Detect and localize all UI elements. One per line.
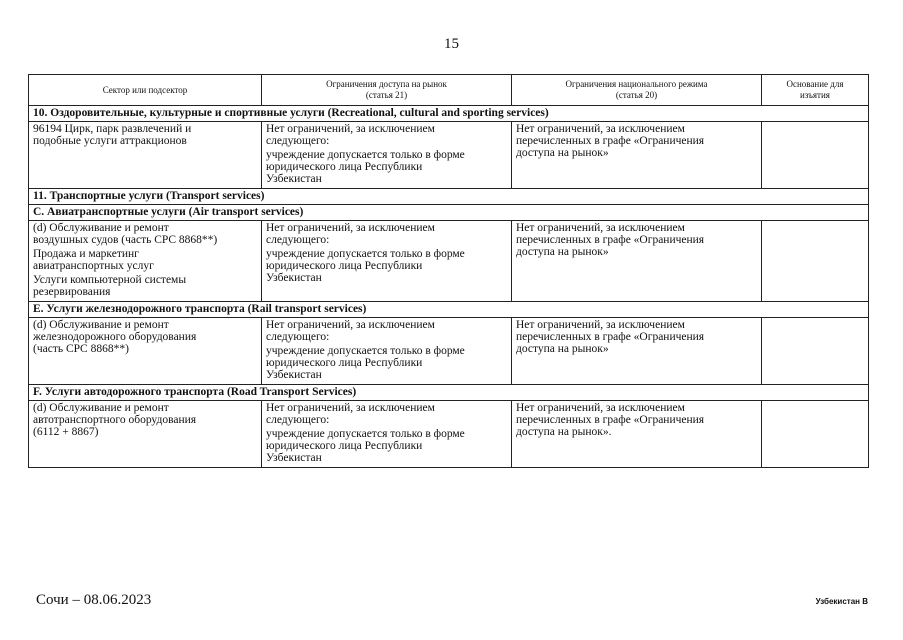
table-row-circus bbox=[29, 122, 869, 189]
section-row-11: 11. Транспортные услуги (Transport services) bbox=[29, 189, 869, 205]
schedule-table bbox=[28, 74, 869, 468]
cell-national-treatment: Нет ограничений, за исключением перечисленных в графе «Ограничения доступа на рынок» bbox=[512, 221, 762, 302]
cell-sector: (d) Обслуживание и ремонт железнодорожного оборудования (часть CPC 8868**) bbox=[29, 318, 262, 385]
cell-market-access: Нет ограничений, за исключением следующего: учреждение допускается только в форме юридического лица Республики Узбекистан bbox=[262, 401, 512, 468]
cell-market-access: Нет ограничений, за исключением следующего: учреждение допускается только в форме юридического лица Республики Узбекистан bbox=[262, 221, 512, 302]
cell-national-treatment: Нет ограничений, за исключением перечисленных в графе «Ограничения доступа на рынок» bbox=[512, 318, 762, 385]
cell-basis bbox=[762, 122, 869, 189]
cell-sector: (d) Обслуживание и ремонт воздушных судов (часть CPC 8868**) Продажа и маркетинг авиатранспортных услуг Услуги компьютерной системы резервирования bbox=[29, 221, 262, 302]
cell-sector: (d) Обслуживание и ремонт автотранспортного оборудования (6112 + 8867) bbox=[29, 401, 262, 468]
cell-national-treatment: Нет ограничений, за исключением перечисленных в графе «Ограничения доступа на рынок» bbox=[512, 122, 762, 189]
header-market-access: Ограничения доступа на рынок (статья 21) bbox=[262, 75, 512, 106]
cell-sector: 96194 Цирк, парк развлечений и подобные услуги аттракционов bbox=[29, 122, 262, 189]
table-row-rail bbox=[29, 318, 869, 385]
section-row-c: C. Авиатранспортные услуги (Air transport services) bbox=[29, 205, 869, 221]
page-number: 15 bbox=[444, 36, 459, 52]
section-row-e: E. Услуги железнодорожного транспорта (Rail transport services) bbox=[29, 302, 869, 318]
cell-basis bbox=[762, 401, 869, 468]
header-national-treatment: Ограничения национального режима (статья 20) bbox=[512, 75, 762, 106]
table-row-air bbox=[29, 221, 869, 302]
section-row-f: F. Услуги автодорожного транспорта (Road Transport Services) bbox=[29, 385, 869, 401]
cell-basis bbox=[762, 318, 869, 385]
header-basis: Основание для изъятия bbox=[762, 75, 869, 106]
section-row-10: 10. Оздоровительные, культурные и спортивные услуги (Recreational, cultural and sporting services) bbox=[29, 106, 869, 122]
footer-date: Сочи – 08.06.2023 bbox=[36, 592, 152, 608]
cell-basis bbox=[762, 221, 869, 302]
cell-market-access: Нет ограничений, за исключением следующего: учреждение допускается только в форме юридического лица Республики Узбекистан bbox=[262, 122, 512, 189]
header-sector: Сектор или подсектор bbox=[29, 75, 262, 106]
table-row-road bbox=[29, 401, 869, 468]
cell-national-treatment: Нет ограничений, за исключением перечисленных в графе «Ограничения доступа на рынок». bbox=[512, 401, 762, 468]
cell-market-access: Нет ограничений, за исключением следующего: учреждение допускается только в форме юридического лица Республики Узбекистан bbox=[262, 318, 512, 385]
table-header-row bbox=[29, 75, 869, 106]
footer-country-label: Узбекистан B bbox=[815, 597, 868, 606]
